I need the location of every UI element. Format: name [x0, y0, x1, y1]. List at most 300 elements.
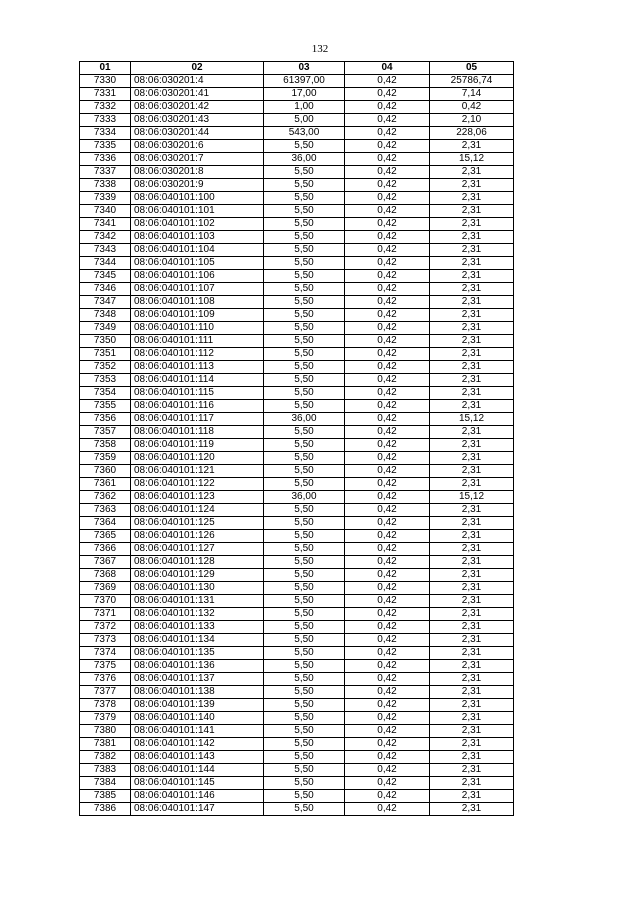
cell-amount: 2,31 [430, 283, 514, 296]
cell-area: 543,00 [264, 127, 345, 140]
cell-area: 5,50 [264, 387, 345, 400]
cell-cadastral-code: 08:06:040101:104 [131, 244, 264, 257]
cell-number: 7344 [80, 257, 131, 270]
cell-rate: 0,42 [345, 660, 430, 673]
cell-amount: 2,31 [430, 803, 514, 816]
cell-amount: 2,31 [430, 296, 514, 309]
cell-amount: 2,31 [430, 764, 514, 777]
cell-cadastral-code: 08:06:040101:115 [131, 387, 264, 400]
table-row [80, 439, 514, 452]
cell-rate: 0,42 [345, 699, 430, 712]
table-row [80, 179, 514, 192]
cell-cadastral-code: 08:06:040101:131 [131, 595, 264, 608]
cell-cadastral-code: 08:06:040101:107 [131, 283, 264, 296]
cell-rate: 0,42 [345, 426, 430, 439]
table-row [80, 478, 514, 491]
cell-number: 7373 [80, 634, 131, 647]
cell-rate: 0,42 [345, 608, 430, 621]
cell-number: 7372 [80, 621, 131, 634]
cell-rate: 0,42 [345, 114, 430, 127]
cell-number: 7379 [80, 712, 131, 725]
cell-area: 5,50 [264, 179, 345, 192]
cell-amount: 2,31 [430, 504, 514, 517]
column-header-01: 01 [80, 62, 131, 75]
cell-rate: 0,42 [345, 569, 430, 582]
data-table [79, 61, 514, 816]
cell-amount: 2,31 [430, 673, 514, 686]
cell-number: 7350 [80, 335, 131, 348]
cell-amount: 15,12 [430, 413, 514, 426]
cell-rate: 0,42 [345, 322, 430, 335]
cell-rate: 0,42 [345, 803, 430, 816]
cell-number: 7357 [80, 426, 131, 439]
cell-cadastral-code: 08:06:040101:106 [131, 270, 264, 283]
table-row [80, 153, 514, 166]
table-row [80, 101, 514, 114]
cell-area: 5,50 [264, 517, 345, 530]
cell-area: 5,50 [264, 634, 345, 647]
cell-number: 7386 [80, 803, 131, 816]
cell-number: 7361 [80, 478, 131, 491]
cell-area: 5,50 [264, 218, 345, 231]
table-header [80, 62, 514, 75]
cell-amount: 2,31 [430, 686, 514, 699]
cell-amount: 15,12 [430, 491, 514, 504]
cell-number: 7335 [80, 140, 131, 153]
cell-area: 5,50 [264, 647, 345, 660]
cell-cadastral-code: 08:06:040101:113 [131, 361, 264, 374]
cell-cadastral-code: 08:06:040101:129 [131, 569, 264, 582]
cell-number: 7337 [80, 166, 131, 179]
cell-rate: 0,42 [345, 595, 430, 608]
page-number: 132 [311, 43, 329, 55]
cell-rate: 0,42 [345, 218, 430, 231]
cell-area: 5,50 [264, 595, 345, 608]
cell-area: 5,50 [264, 738, 345, 751]
cell-cadastral-code: 08:06:030201:41 [131, 88, 264, 101]
cell-number: 7378 [80, 699, 131, 712]
cell-number: 7354 [80, 387, 131, 400]
cell-number: 7345 [80, 270, 131, 283]
cell-amount: 2,31 [430, 374, 514, 387]
cell-area: 5,50 [264, 582, 345, 595]
table-row [80, 634, 514, 647]
column-header-05: 05 [430, 62, 514, 75]
cell-number: 7332 [80, 101, 131, 114]
cell-cadastral-code: 08:06:040101:112 [131, 348, 264, 361]
table-row [80, 257, 514, 270]
cell-amount: 2,31 [430, 270, 514, 283]
cell-rate: 0,42 [345, 621, 430, 634]
table-row [80, 491, 514, 504]
cell-amount: 2,31 [430, 738, 514, 751]
cell-number: 7377 [80, 686, 131, 699]
table-row [80, 270, 514, 283]
cell-area: 5,50 [264, 452, 345, 465]
cell-rate: 0,42 [345, 127, 430, 140]
cell-area: 5,00 [264, 114, 345, 127]
cell-area: 5,50 [264, 335, 345, 348]
cell-number: 7341 [80, 218, 131, 231]
cell-cadastral-code: 08:06:030201:44 [131, 127, 264, 140]
cell-number: 7364 [80, 517, 131, 530]
cell-cadastral-code: 08:06:040101:143 [131, 751, 264, 764]
cell-amount: 2,31 [430, 322, 514, 335]
cell-amount: 2,31 [430, 725, 514, 738]
cell-amount: 2,31 [430, 517, 514, 530]
cell-area: 36,00 [264, 491, 345, 504]
cell-rate: 0,42 [345, 205, 430, 218]
cell-amount: 2,10 [430, 114, 514, 127]
cell-cadastral-code: 08:06:040101:134 [131, 634, 264, 647]
cell-number: 7381 [80, 738, 131, 751]
cell-amount: 2,31 [430, 439, 514, 452]
cell-cadastral-code: 08:06:040101:144 [131, 764, 264, 777]
cell-rate: 0,42 [345, 777, 430, 790]
table-row [80, 309, 514, 322]
cell-rate: 0,42 [345, 413, 430, 426]
table-row [80, 608, 514, 621]
cell-amount: 2,31 [430, 543, 514, 556]
cell-area: 5,50 [264, 348, 345, 361]
cell-amount: 228,06 [430, 127, 514, 140]
cell-rate: 0,42 [345, 361, 430, 374]
cell-rate: 0,42 [345, 296, 430, 309]
column-header-02: 02 [131, 62, 264, 75]
cell-rate: 0,42 [345, 374, 430, 387]
cell-cadastral-code: 08:06:040101:103 [131, 231, 264, 244]
table-row [80, 296, 514, 309]
cell-rate: 0,42 [345, 556, 430, 569]
cell-number: 7351 [80, 348, 131, 361]
cell-rate: 0,42 [345, 439, 430, 452]
cell-area: 5,50 [264, 660, 345, 673]
cell-number: 7385 [80, 790, 131, 803]
cell-amount: 2,31 [430, 660, 514, 673]
table-row [80, 660, 514, 673]
cell-cadastral-code: 08:06:040101:120 [131, 452, 264, 465]
cell-rate: 0,42 [345, 257, 430, 270]
table-row [80, 764, 514, 777]
cell-area: 5,50 [264, 205, 345, 218]
cell-amount: 2,31 [430, 790, 514, 803]
cell-number: 7331 [80, 88, 131, 101]
cell-amount: 2,31 [430, 530, 514, 543]
cell-number: 7330 [80, 75, 131, 88]
table-row [80, 517, 514, 530]
cell-area: 61397,00 [264, 75, 345, 88]
header-row [80, 62, 514, 75]
cell-amount: 15,12 [430, 153, 514, 166]
cell-rate: 0,42 [345, 673, 430, 686]
cell-cadastral-code: 08:06:040101:121 [131, 465, 264, 478]
table-row [80, 348, 514, 361]
cell-rate: 0,42 [345, 517, 430, 530]
cell-rate: 0,42 [345, 712, 430, 725]
cell-area: 5,50 [264, 322, 345, 335]
cell-amount: 2,31 [430, 166, 514, 179]
cell-number: 7359 [80, 452, 131, 465]
cell-rate: 0,42 [345, 465, 430, 478]
cell-rate: 0,42 [345, 790, 430, 803]
cell-cadastral-code: 08:06:040101:137 [131, 673, 264, 686]
cell-amount: 2,31 [430, 218, 514, 231]
cell-area: 5,50 [264, 777, 345, 790]
cell-rate: 0,42 [345, 231, 430, 244]
table-row [80, 361, 514, 374]
cell-cadastral-code: 08:06:040101:114 [131, 374, 264, 387]
cell-rate: 0,42 [345, 647, 430, 660]
table-row [80, 452, 514, 465]
cell-area: 5,50 [264, 231, 345, 244]
cell-rate: 0,42 [345, 270, 430, 283]
table-body [80, 75, 514, 816]
cell-amount: 2,31 [430, 257, 514, 270]
cell-cadastral-code: 08:06:030201:43 [131, 114, 264, 127]
cell-cadastral-code: 08:06:040101:105 [131, 257, 264, 270]
cell-number: 7371 [80, 608, 131, 621]
cell-cadastral-code: 08:06:040101:128 [131, 556, 264, 569]
cell-rate: 0,42 [345, 738, 430, 751]
table-row [80, 192, 514, 205]
table-row [80, 322, 514, 335]
cell-area: 5,50 [264, 309, 345, 322]
cell-area: 5,50 [264, 764, 345, 777]
cell-area: 5,50 [264, 270, 345, 283]
cell-number: 7334 [80, 127, 131, 140]
cell-amount: 2,31 [430, 179, 514, 192]
cell-amount: 2,31 [430, 387, 514, 400]
cell-area: 5,50 [264, 543, 345, 556]
cell-cadastral-code: 08:06:040101:124 [131, 504, 264, 517]
cell-cadastral-code: 08:06:040101:130 [131, 582, 264, 595]
cell-area: 5,50 [264, 686, 345, 699]
cell-number: 7343 [80, 244, 131, 257]
cell-cadastral-code: 08:06:040101:146 [131, 790, 264, 803]
cell-amount: 2,31 [430, 556, 514, 569]
cell-amount: 0,42 [430, 101, 514, 114]
table-row [80, 569, 514, 582]
cell-rate: 0,42 [345, 530, 430, 543]
cell-amount: 2,31 [430, 452, 514, 465]
cell-number: 7366 [80, 543, 131, 556]
cell-area: 5,50 [264, 478, 345, 491]
cell-cadastral-code: 08:06:040101:142 [131, 738, 264, 751]
cell-area: 5,50 [264, 803, 345, 816]
cell-amount: 2,31 [430, 712, 514, 725]
table-row [80, 530, 514, 543]
cell-number: 7365 [80, 530, 131, 543]
cell-rate: 0,42 [345, 348, 430, 361]
cell-number: 7352 [80, 361, 131, 374]
cell-amount: 2,31 [430, 699, 514, 712]
cell-amount: 2,31 [430, 608, 514, 621]
cell-cadastral-code: 08:06:040101:133 [131, 621, 264, 634]
cell-area: 5,50 [264, 400, 345, 413]
cell-area: 5,50 [264, 608, 345, 621]
table-row [80, 673, 514, 686]
cell-amount: 2,31 [430, 582, 514, 595]
cell-cadastral-code: 08:06:040101:139 [131, 699, 264, 712]
cell-amount: 2,31 [430, 309, 514, 322]
table-row [80, 556, 514, 569]
table-row [80, 283, 514, 296]
cell-area: 5,50 [264, 361, 345, 374]
cell-cadastral-code: 08:06:040101:122 [131, 478, 264, 491]
cell-cadastral-code: 08:06:040101:140 [131, 712, 264, 725]
table-row [80, 166, 514, 179]
cell-rate: 0,42 [345, 543, 430, 556]
table-row [80, 686, 514, 699]
cell-rate: 0,42 [345, 491, 430, 504]
table-row [80, 465, 514, 478]
cell-amount: 2,31 [430, 777, 514, 790]
cell-cadastral-code: 08:06:040101:136 [131, 660, 264, 673]
cell-number: 7369 [80, 582, 131, 595]
cell-area: 5,50 [264, 192, 345, 205]
cell-area: 5,50 [264, 296, 345, 309]
cell-number: 7360 [80, 465, 131, 478]
table-row [80, 400, 514, 413]
table-row [80, 543, 514, 556]
cell-number: 7339 [80, 192, 131, 205]
cell-cadastral-code: 08:06:040101:101 [131, 205, 264, 218]
cell-number: 7382 [80, 751, 131, 764]
cell-rate: 0,42 [345, 166, 430, 179]
cell-cadastral-code: 08:06:040101:145 [131, 777, 264, 790]
cell-cadastral-code: 08:06:040101:126 [131, 530, 264, 543]
cell-rate: 0,42 [345, 400, 430, 413]
table-row [80, 218, 514, 231]
table-row [80, 738, 514, 751]
cell-area: 5,50 [264, 374, 345, 387]
cell-cadastral-code: 08:06:040101:109 [131, 309, 264, 322]
cell-area: 5,50 [264, 725, 345, 738]
cell-area: 17,00 [264, 88, 345, 101]
cell-area: 1,00 [264, 101, 345, 114]
cell-number: 7368 [80, 569, 131, 582]
cell-number: 7336 [80, 153, 131, 166]
cell-rate: 0,42 [345, 244, 430, 257]
cell-area: 5,50 [264, 439, 345, 452]
table-row [80, 335, 514, 348]
table-row [80, 595, 514, 608]
cell-area: 5,50 [264, 569, 345, 582]
table-row [80, 699, 514, 712]
table-row [80, 75, 514, 88]
cell-rate: 0,42 [345, 764, 430, 777]
cell-cadastral-code: 08:06:040101:102 [131, 218, 264, 231]
cell-cadastral-code: 08:06:040101:117 [131, 413, 264, 426]
cell-number: 7353 [80, 374, 131, 387]
cell-cadastral-code: 08:06:030201:4 [131, 75, 264, 88]
cell-amount: 2,31 [430, 634, 514, 647]
table-row [80, 114, 514, 127]
cell-area: 5,50 [264, 465, 345, 478]
cell-cadastral-code: 08:06:040101:111 [131, 335, 264, 348]
cell-area: 36,00 [264, 413, 345, 426]
cell-number: 7370 [80, 595, 131, 608]
cell-number: 7340 [80, 205, 131, 218]
cell-cadastral-code: 08:06:040101:123 [131, 491, 264, 504]
cell-cadastral-code: 08:06:030201:9 [131, 179, 264, 192]
cell-number: 7348 [80, 309, 131, 322]
cell-area: 5,50 [264, 283, 345, 296]
table-row [80, 582, 514, 595]
cell-rate: 0,42 [345, 283, 430, 296]
cell-amount: 2,31 [430, 647, 514, 660]
cell-cadastral-code: 08:06:040101:127 [131, 543, 264, 556]
cell-rate: 0,42 [345, 478, 430, 491]
cell-number: 7362 [80, 491, 131, 504]
cell-amount: 2,31 [430, 751, 514, 764]
cell-number: 7363 [80, 504, 131, 517]
cell-area: 5,50 [264, 621, 345, 634]
cell-number: 7342 [80, 231, 131, 244]
cell-rate: 0,42 [345, 140, 430, 153]
cell-number: 7356 [80, 413, 131, 426]
cell-number: 7333 [80, 114, 131, 127]
cell-area: 5,50 [264, 530, 345, 543]
cell-number: 7367 [80, 556, 131, 569]
table-row [80, 751, 514, 764]
table-row [80, 413, 514, 426]
cell-amount: 2,31 [430, 244, 514, 257]
cell-number: 7358 [80, 439, 131, 452]
cell-area: 5,50 [264, 166, 345, 179]
cell-number: 7349 [80, 322, 131, 335]
cell-cadastral-code: 08:06:040101:110 [131, 322, 264, 335]
cell-rate: 0,42 [345, 387, 430, 400]
cell-cadastral-code: 08:06:030201:7 [131, 153, 264, 166]
cell-amount: 2,31 [430, 465, 514, 478]
cell-amount: 2,31 [430, 621, 514, 634]
cell-amount: 2,31 [430, 426, 514, 439]
cell-amount: 2,31 [430, 231, 514, 244]
table-row [80, 205, 514, 218]
cell-cadastral-code: 08:06:040101:125 [131, 517, 264, 530]
cell-area: 5,50 [264, 790, 345, 803]
cell-rate: 0,42 [345, 335, 430, 348]
table-row [80, 426, 514, 439]
cell-rate: 0,42 [345, 101, 430, 114]
cell-rate: 0,42 [345, 582, 430, 595]
cell-amount: 2,31 [430, 478, 514, 491]
cell-rate: 0,42 [345, 309, 430, 322]
cell-amount: 2,31 [430, 595, 514, 608]
cell-number: 7384 [80, 777, 131, 790]
cell-number: 7338 [80, 179, 131, 192]
cell-cadastral-code: 08:06:030201:42 [131, 101, 264, 114]
cell-area: 5,50 [264, 426, 345, 439]
cell-cadastral-code: 08:06:040101:108 [131, 296, 264, 309]
cell-area: 5,50 [264, 257, 345, 270]
cell-cadastral-code: 08:06:040101:135 [131, 647, 264, 660]
table-row [80, 231, 514, 244]
cell-area: 5,50 [264, 504, 345, 517]
cell-number: 7380 [80, 725, 131, 738]
table-row [80, 621, 514, 634]
table-row [80, 647, 514, 660]
cell-number: 7355 [80, 400, 131, 413]
cell-number: 7347 [80, 296, 131, 309]
cell-cadastral-code: 08:06:040101:138 [131, 686, 264, 699]
cell-rate: 0,42 [345, 88, 430, 101]
cell-rate: 0,42 [345, 686, 430, 699]
cell-area: 36,00 [264, 153, 345, 166]
cell-amount: 2,31 [430, 205, 514, 218]
cell-amount: 7,14 [430, 88, 514, 101]
